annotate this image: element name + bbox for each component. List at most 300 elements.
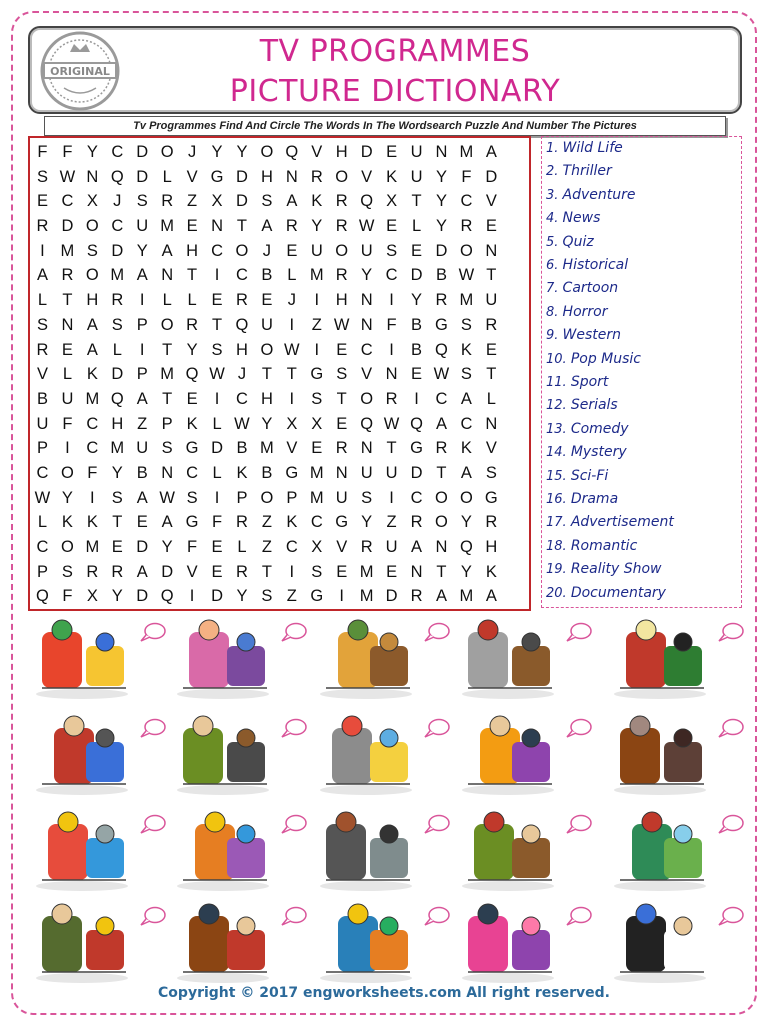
grid-letter[interactable]: R — [335, 192, 348, 211]
number-bubble-icon[interactable] — [281, 622, 307, 642]
grid-letter[interactable]: T — [261, 562, 272, 581]
grid-letter[interactable]: W — [59, 167, 76, 186]
grid-letter[interactable]: R — [335, 217, 348, 236]
grid-letter[interactable]: E — [261, 291, 273, 310]
grid-letter[interactable]: N — [360, 291, 373, 310]
grid-letter[interactable]: I — [314, 291, 320, 310]
grid-letter[interactable]: E — [211, 562, 223, 581]
grid-letter[interactable]: K — [61, 513, 73, 532]
grid-letter[interactable]: O — [85, 266, 99, 285]
grid-letter[interactable]: W — [159, 488, 175, 507]
grid-letter[interactable]: Y — [111, 463, 123, 482]
grid-letter[interactable]: D — [136, 587, 149, 606]
grid-letter[interactable]: T — [162, 389, 173, 408]
grid-letter[interactable]: I — [339, 587, 345, 606]
grid-letter[interactable]: N — [360, 439, 373, 458]
grid-letter[interactable]: R — [335, 266, 348, 285]
grid-letter[interactable]: Y — [186, 340, 198, 359]
grid-letter[interactable]: J — [237, 365, 247, 384]
grid-letter[interactable]: U — [360, 463, 373, 482]
number-bubble-icon[interactable] — [566, 814, 592, 834]
grid-letter[interactable]: S — [86, 241, 98, 260]
grid-letter[interactable]: Q — [410, 414, 423, 433]
grid-letter[interactable]: C — [86, 414, 99, 433]
grid-letter[interactable]: K — [286, 513, 298, 532]
grid-letter[interactable]: O — [335, 167, 349, 186]
grid-letter[interactable]: A — [435, 587, 447, 606]
grid-letter[interactable]: P — [161, 414, 173, 433]
grid-letter[interactable]: U — [360, 241, 373, 260]
grid-letter[interactable]: M — [459, 587, 474, 606]
grid-letter[interactable]: V — [186, 167, 198, 186]
number-bubble-icon[interactable] — [566, 718, 592, 738]
grid-letter[interactable]: R — [236, 291, 248, 310]
grid-letter[interactable]: A — [261, 217, 273, 236]
grid-letter[interactable]: X — [86, 192, 98, 211]
grid-letter[interactable]: O — [85, 217, 99, 236]
grid-letter[interactable]: A — [136, 488, 148, 507]
grid-letter[interactable]: C — [236, 266, 248, 285]
grid-letter[interactable]: H — [111, 414, 124, 433]
grid-letter[interactable]: K — [460, 340, 472, 359]
grid-letter[interactable]: U — [410, 167, 423, 186]
grid-letter[interactable]: U — [385, 463, 398, 482]
grid-letter[interactable]: A — [136, 389, 148, 408]
grid-letter[interactable]: L — [486, 389, 496, 408]
grid-letter[interactable]: V — [336, 538, 348, 556]
grid-letter[interactable]: Q — [36, 587, 49, 606]
grid-letter[interactable]: X — [286, 414, 298, 433]
grid-letter[interactable]: Z — [386, 513, 397, 532]
grid-letter[interactable]: N — [435, 538, 448, 556]
grid-letter[interactable]: B — [411, 340, 423, 359]
grid-letter[interactable]: H — [485, 538, 498, 556]
grid-letter[interactable]: V — [485, 439, 497, 458]
grid-letter[interactable]: W — [458, 266, 475, 285]
grid-letter[interactable]: T — [436, 463, 447, 482]
grid-letter[interactable]: S — [485, 463, 497, 482]
grid-letter[interactable]: T — [411, 192, 422, 211]
grid-letter[interactable]: A — [460, 463, 472, 482]
grid-letter[interactable]: V — [361, 365, 373, 384]
grid-letter[interactable]: A — [161, 241, 173, 260]
grid-letter[interactable]: S — [311, 389, 323, 408]
grid-letter[interactable]: C — [385, 266, 398, 285]
grid-letter[interactable]: R — [36, 217, 49, 236]
grid-letter[interactable]: C — [86, 439, 99, 458]
grid-letter[interactable]: I — [40, 241, 45, 260]
grid-letter[interactable]: H — [335, 291, 348, 310]
grid-letter[interactable]: D — [211, 439, 223, 458]
grid-letter[interactable]: Y — [111, 587, 123, 606]
grid-letter[interactable]: N — [385, 365, 398, 384]
number-bubble-icon[interactable] — [718, 906, 744, 926]
grid-letter[interactable]: A — [136, 266, 148, 285]
grid-letter[interactable]: B — [261, 463, 273, 482]
grid-letter[interactable]: Y — [86, 143, 98, 161]
grid-letter[interactable]: E — [336, 340, 348, 359]
grid-letter[interactable]: I — [289, 315, 295, 334]
grid-letter[interactable]: E — [386, 217, 398, 236]
grid-letter[interactable]: F — [37, 143, 48, 161]
grid-letter[interactable]: N — [410, 562, 423, 581]
grid-letter[interactable]: R — [86, 562, 99, 581]
grid-letter[interactable]: V — [311, 143, 323, 161]
grid-letter[interactable]: R — [111, 562, 124, 581]
grid-letter[interactable]: M — [359, 587, 374, 606]
grid-letter[interactable]: N — [161, 463, 174, 482]
grid-letter[interactable]: I — [389, 291, 394, 310]
grid-letter[interactable]: M — [85, 538, 100, 556]
grid-letter[interactable]: R — [485, 315, 498, 334]
grid-letter[interactable]: S — [161, 439, 173, 458]
grid-letter[interactable]: C — [36, 463, 49, 482]
grid-letter[interactable]: R — [111, 291, 124, 310]
grid-letter[interactable]: P — [36, 439, 48, 458]
grid-letter[interactable]: F — [62, 414, 73, 433]
grid-letter[interactable]: Y — [211, 143, 223, 161]
grid-letter[interactable]: E — [485, 340, 497, 359]
grid-letter[interactable]: Q — [160, 587, 174, 606]
grid-letter[interactable]: K — [86, 513, 98, 532]
grid-letter[interactable]: M — [459, 291, 474, 310]
grid-letter[interactable]: U — [310, 241, 323, 260]
grid-letter[interactable]: M — [459, 143, 474, 161]
grid-letter[interactable]: Q — [235, 315, 249, 334]
grid-letter[interactable]: N — [485, 241, 498, 260]
number-bubble-icon[interactable] — [281, 906, 307, 926]
grid-letter[interactable]: P — [36, 562, 48, 581]
grid-letter[interactable]: E — [136, 513, 148, 532]
grid-letter[interactable]: I — [139, 291, 145, 310]
grid-letter[interactable]: Y — [460, 513, 472, 532]
grid-letter[interactable]: I — [189, 587, 195, 606]
grid-letter[interactable]: O — [60, 463, 74, 482]
grid-letter[interactable]: I — [289, 389, 295, 408]
grid-letter[interactable]: D — [410, 463, 423, 482]
number-bubble-icon[interactable] — [281, 718, 307, 738]
grid-letter[interactable]: D — [136, 538, 149, 556]
grid-letter[interactable]: A — [435, 414, 447, 433]
grid-letter[interactable]: U — [260, 315, 273, 334]
grid-letter[interactable]: G — [310, 587, 324, 606]
grid-letter[interactable]: F — [87, 463, 98, 482]
grid-letter[interactable]: Q — [435, 340, 448, 359]
grid-letter[interactable]: E — [61, 340, 73, 359]
grid-letter[interactable]: I — [65, 439, 70, 458]
grid-letter[interactable]: L — [162, 167, 172, 186]
grid-letter[interactable]: Y — [236, 143, 248, 161]
grid-letter[interactable]: U — [136, 217, 149, 236]
grid-letter[interactable]: C — [111, 217, 124, 236]
grid-letter[interactable]: W — [383, 414, 400, 433]
grid-letter[interactable]: Q — [360, 414, 374, 433]
grid-letter[interactable]: E — [336, 562, 348, 581]
grid-letter[interactable]: T — [236, 217, 248, 236]
grid-letter[interactable]: Y — [261, 414, 273, 433]
grid-letter[interactable]: A — [286, 192, 298, 211]
grid-letter[interactable]: H — [86, 291, 99, 310]
grid-letter[interactable]: U — [136, 439, 149, 458]
grid-letter[interactable]: U — [61, 389, 74, 408]
grid-letter[interactable]: N — [285, 167, 298, 186]
grid-letter[interactable]: E — [111, 538, 123, 556]
grid-letter[interactable]: X — [311, 538, 323, 556]
grid-letter[interactable]: K — [485, 562, 497, 581]
grid-letter[interactable]: A — [460, 389, 472, 408]
grid-letter[interactable]: O — [435, 513, 448, 532]
grid-letter[interactable]: D — [211, 587, 223, 606]
grid-letter[interactable]: R — [435, 291, 448, 310]
number-bubble-icon[interactable] — [424, 906, 450, 926]
grid-letter[interactable]: W — [358, 217, 375, 236]
grid-letter[interactable]: S — [460, 315, 472, 334]
grid-letter[interactable]: Z — [261, 538, 272, 556]
grid-letter[interactable]: C — [310, 513, 323, 532]
grid-letter[interactable]: Y — [435, 192, 447, 211]
grid-letter[interactable]: R — [61, 266, 74, 285]
grid-letter[interactable]: R — [285, 217, 298, 236]
number-bubble-icon[interactable] — [718, 814, 744, 834]
grid-letter[interactable]: E — [186, 389, 198, 408]
grid-letter[interactable]: C — [410, 488, 423, 507]
grid-letter[interactable]: W — [34, 488, 51, 507]
grid-letter[interactable]: M — [85, 389, 100, 408]
grid-letter[interactable]: W — [433, 365, 450, 384]
grid-letter[interactable]: S — [111, 488, 123, 507]
grid-letter[interactable]: I — [214, 389, 220, 408]
grid-letter[interactable]: V — [186, 562, 198, 581]
grid-letter[interactable]: R — [161, 192, 174, 211]
grid-letter[interactable]: M — [60, 241, 75, 260]
number-bubble-icon[interactable] — [566, 906, 592, 926]
grid-letter[interactable]: E — [286, 241, 298, 260]
grid-letter[interactable]: Z — [311, 315, 322, 334]
grid-letter[interactable]: C — [111, 143, 124, 161]
grid-letter[interactable]: T — [112, 513, 123, 532]
grid-letter[interactable]: T — [286, 365, 297, 384]
grid-letter[interactable]: M — [160, 365, 175, 384]
grid-letter[interactable]: T — [162, 340, 173, 359]
grid-letter[interactable]: Q — [360, 192, 374, 211]
grid-letter[interactable]: D — [111, 241, 124, 260]
grid-letter[interactable]: O — [260, 143, 274, 161]
grid-letter[interactable]: L — [411, 217, 422, 236]
grid-letter[interactable]: E — [386, 143, 398, 161]
grid-letter[interactable]: S — [211, 340, 223, 359]
grid-letter[interactable]: S — [460, 365, 472, 384]
grid-letter[interactable]: N — [211, 217, 223, 236]
grid-letter[interactable]: U — [335, 488, 348, 507]
grid-letter[interactable]: Z — [286, 587, 297, 606]
grid-letter[interactable]: O — [60, 538, 74, 556]
grid-letter[interactable]: Y — [236, 587, 248, 606]
grid-letter[interactable]: D — [360, 143, 373, 161]
grid-letter[interactable]: R — [360, 538, 373, 556]
grid-letter[interactable]: J — [187, 143, 197, 161]
grid-letter[interactable]: F — [211, 513, 223, 532]
grid-letter[interactable]: R — [335, 439, 348, 458]
grid-letter[interactable]: N — [435, 143, 448, 161]
grid-letter[interactable]: S — [186, 488, 198, 507]
grid-letter[interactable]: E — [311, 439, 323, 458]
grid-letter[interactable]: Y — [61, 488, 73, 507]
grid-letter[interactable]: D — [485, 167, 498, 186]
grid-letter[interactable]: Y — [161, 538, 173, 556]
grid-letter[interactable]: D — [111, 365, 124, 384]
grid-letter[interactable]: A — [411, 538, 423, 556]
grid-letter[interactable]: H — [260, 167, 273, 186]
grid-letter[interactable]: Y — [361, 266, 373, 285]
grid-letter[interactable]: V — [485, 192, 497, 211]
grid-letter[interactable]: G — [210, 167, 224, 186]
grid-letter[interactable]: Y — [136, 241, 148, 260]
grid-letter[interactable]: T — [336, 389, 347, 408]
grid-letter[interactable]: G — [335, 513, 349, 532]
grid-letter[interactable]: E — [211, 538, 223, 556]
grid-letter[interactable]: R — [186, 315, 199, 334]
number-bubble-icon[interactable] — [424, 814, 450, 834]
grid-letter[interactable]: M — [309, 266, 324, 285]
grid-letter[interactable]: C — [460, 192, 473, 211]
grid-letter[interactable]: N — [86, 167, 99, 186]
grid-letter[interactable]: S — [36, 167, 48, 186]
grid-letter[interactable]: L — [37, 513, 48, 532]
grid-letter[interactable]: I — [414, 389, 419, 408]
grid-letter[interactable]: M — [110, 266, 125, 285]
grid-letter[interactable]: C — [61, 192, 74, 211]
grid-letter[interactable]: T — [486, 365, 497, 384]
grid-letter[interactable]: C — [360, 340, 373, 359]
grid-letter[interactable]: Y — [311, 217, 323, 236]
grid-letter[interactable]: Y — [411, 291, 423, 310]
grid-letter[interactable]: O — [459, 488, 473, 507]
grid-letter[interactable]: G — [285, 463, 299, 482]
grid-letter[interactable]: F — [187, 538, 198, 556]
grid-letter[interactable]: B — [435, 266, 447, 285]
grid-letter[interactable]: X — [386, 192, 398, 211]
grid-letter[interactable]: T — [211, 315, 223, 334]
grid-letter[interactable]: Q — [110, 167, 124, 186]
grid-letter[interactable]: E — [386, 562, 398, 581]
grid-letter[interactable]: S — [311, 562, 323, 581]
grid-letter[interactable]: P — [136, 315, 148, 334]
grid-letter[interactable]: C — [236, 389, 248, 408]
grid-letter[interactable]: X — [311, 414, 323, 433]
grid-letter[interactable]: J — [113, 192, 122, 211]
grid-letter[interactable]: A — [86, 340, 98, 359]
grid-letter[interactable]: G — [410, 439, 423, 458]
grid-letter[interactable]: J — [262, 241, 272, 260]
grid-letter[interactable]: A — [161, 513, 173, 532]
grid-letter[interactable]: G — [310, 365, 324, 384]
grid-letter[interactable]: B — [411, 315, 423, 334]
grid-letter[interactable]: F — [62, 587, 73, 606]
number-bubble-icon[interactable] — [718, 718, 744, 738]
grid-letter[interactable]: B — [36, 389, 48, 408]
grid-letter[interactable]: A — [136, 562, 148, 581]
grid-letter[interactable]: T — [436, 562, 447, 581]
grid-letter[interactable]: H — [186, 241, 199, 260]
grid-letter[interactable]: G — [484, 488, 498, 507]
grid-letter[interactable]: K — [86, 365, 98, 384]
grid-letter[interactable]: J — [287, 291, 296, 310]
grid-letter[interactable]: K — [311, 192, 323, 211]
grid-letter[interactable]: N — [335, 463, 348, 482]
grid-letter[interactable]: R — [36, 340, 49, 359]
grid-letter[interactable]: G — [185, 439, 199, 458]
grid-letter[interactable]: S — [336, 365, 348, 384]
grid-letter[interactable]: C — [460, 414, 473, 433]
grid-letter[interactable]: T — [187, 266, 198, 285]
grid-letter[interactable]: I — [289, 562, 295, 581]
grid-letter[interactable]: K — [460, 439, 472, 458]
grid-letter[interactable]: S — [136, 192, 148, 211]
grid-letter[interactable]: D — [385, 587, 398, 606]
grid-letter[interactable]: I — [314, 340, 320, 359]
number-bubble-icon[interactable] — [718, 622, 744, 642]
grid-letter[interactable]: R — [410, 513, 423, 532]
grid-letter[interactable]: Q — [285, 143, 299, 161]
grid-letter[interactable]: G — [185, 513, 199, 532]
grid-letter[interactable]: E — [36, 192, 48, 211]
grid-letter[interactable]: R — [236, 562, 248, 581]
grid-letter[interactable]: L — [37, 291, 48, 310]
grid-letter[interactable]: W — [333, 315, 350, 334]
grid-letter[interactable]: W — [284, 340, 300, 359]
grid-letter[interactable]: C — [285, 538, 298, 556]
grid-letter[interactable]: F — [62, 143, 73, 161]
number-bubble-icon[interactable] — [566, 622, 592, 642]
grid-letter[interactable]: U — [385, 538, 398, 556]
grid-letter[interactable]: L — [62, 365, 72, 384]
grid-letter[interactable]: O — [160, 143, 174, 161]
grid-letter[interactable]: D — [236, 192, 248, 211]
number-bubble-icon[interactable] — [281, 814, 307, 834]
grid-letter[interactable]: E — [211, 291, 223, 310]
grid-letter[interactable]: F — [461, 167, 472, 186]
grid-letter[interactable]: X — [211, 192, 223, 211]
grid-letter[interactable]: A — [86, 315, 98, 334]
grid-letter[interactable]: D — [410, 266, 423, 285]
grid-letter[interactable]: I — [214, 266, 220, 285]
grid-letter[interactable]: U — [410, 143, 423, 161]
grid-letter[interactable]: R — [485, 513, 498, 532]
grid-letter[interactable]: Z — [187, 192, 198, 211]
grid-letter[interactable]: Z — [261, 513, 272, 532]
grid-letter[interactable]: S — [261, 587, 273, 606]
grid-letter[interactable]: E — [485, 217, 497, 236]
grid-letter[interactable]: R — [410, 587, 423, 606]
grid-letter[interactable]: M — [359, 562, 374, 581]
grid-letter[interactable]: F — [386, 315, 397, 334]
grid-letter[interactable]: O — [435, 488, 448, 507]
grid-letter[interactable]: T — [62, 291, 73, 310]
grid-letter[interactable]: E — [336, 414, 348, 433]
grid-letter[interactable]: I — [389, 340, 394, 359]
grid-letter[interactable]: N — [61, 315, 74, 334]
grid-letter[interactable]: B — [136, 463, 148, 482]
grid-letter[interactable]: I — [139, 340, 145, 359]
grid-letter[interactable]: L — [187, 291, 197, 310]
grid-letter[interactable]: K — [236, 463, 248, 482]
grid-letter[interactable]: I — [389, 488, 394, 507]
grid-letter[interactable]: O — [360, 389, 374, 408]
grid-letter[interactable]: D — [161, 562, 174, 581]
grid-letter[interactable]: N — [161, 266, 174, 285]
grid-letter[interactable]: M — [309, 488, 324, 507]
grid-letter[interactable]: P — [136, 365, 148, 384]
